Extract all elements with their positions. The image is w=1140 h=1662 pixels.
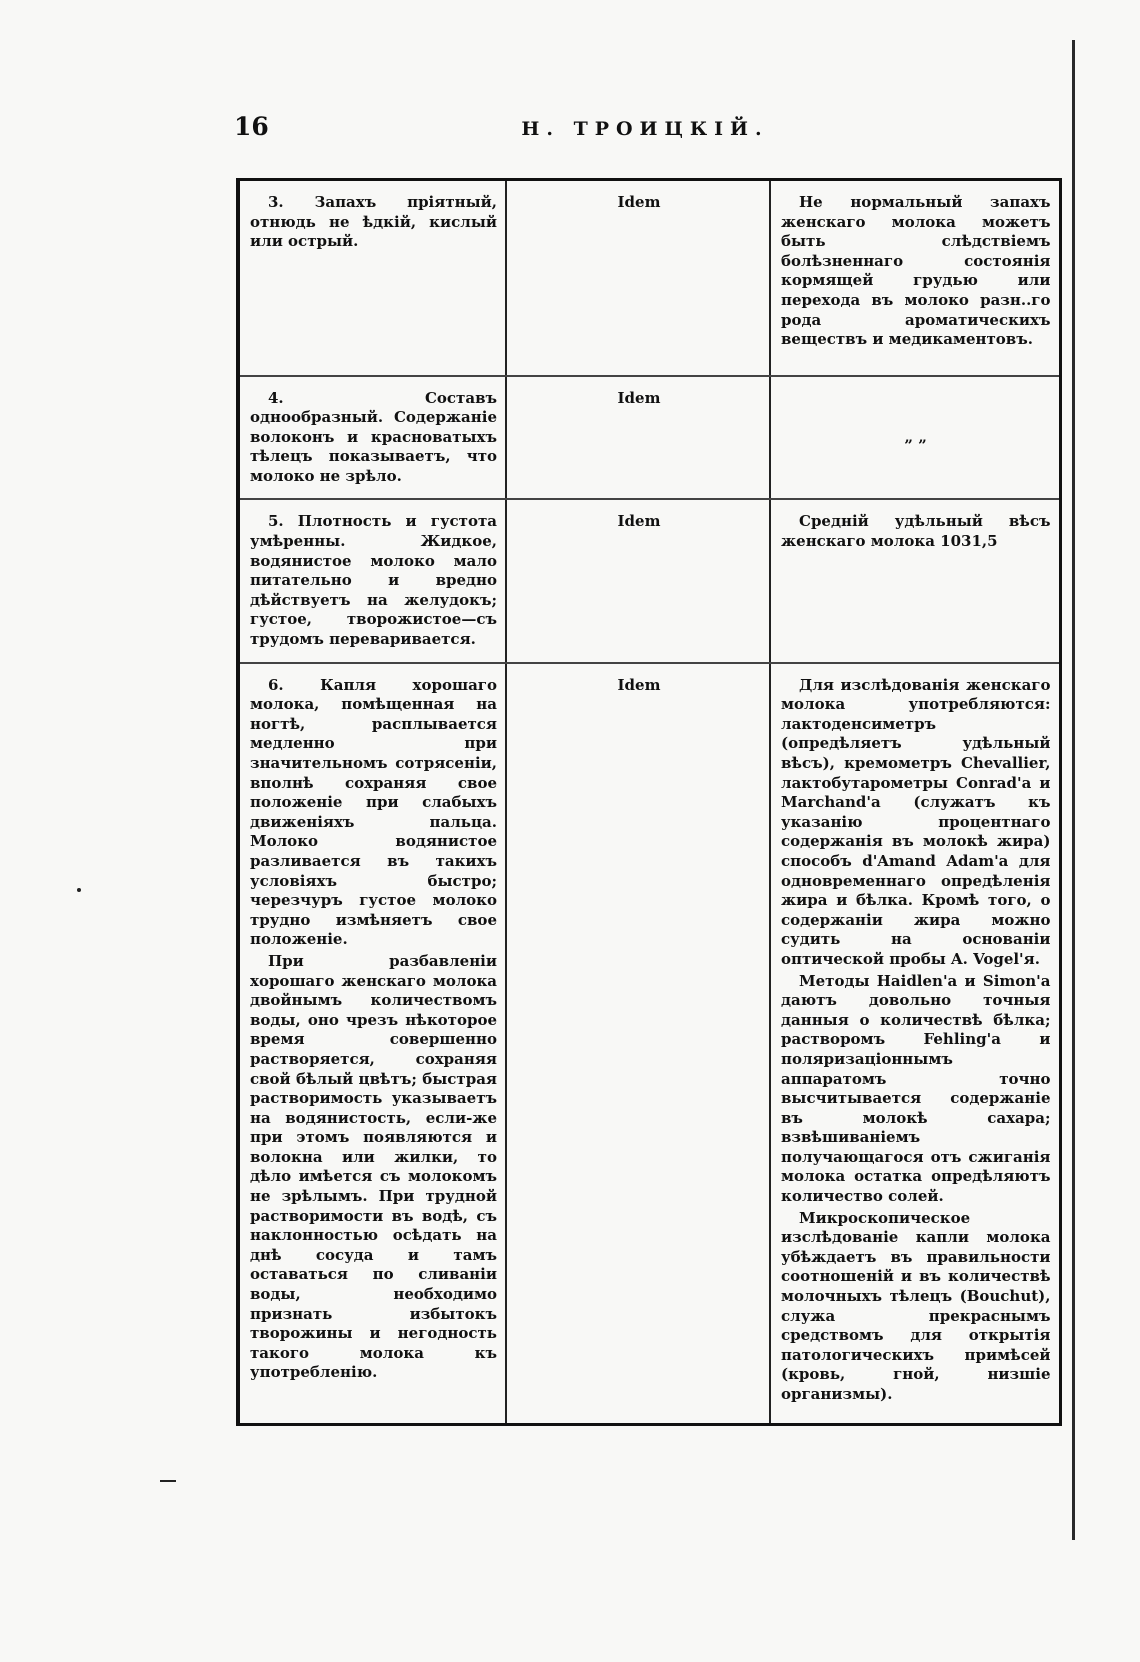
row-4-criterion-cell [238, 376, 506, 500]
row-6-criterion-text-1: 6. Капля хорошаго молока, помѣщенная на ногтѣ, расплывается медленно при значительномъ сотрясеніи, вполнѣ сохраняя свое положеніе при слабыхъ движеніяхъ пальца. Молоко водянистое разливается въ такихъ условіяхъ быстро; черезчуръ густое молоко трудно измѣняетъ свое положеніе. [250, 675, 497, 949]
table-row-6 [238, 663, 1060, 1425]
row-6-note-text-1: Для изслѣдованія женскаго молока употребляются: лактоденсиметръ (опредѣляетъ удѣльный вѣсъ), кремометръ Chevallier, лактобутарометры Conrad'а и Marchand'а (служатъ къ указанію процентнаго содержанія въ молокѣ жира) способъ d'Amand Adam'а для одновременнаго опредѣленія жира и бѣлка. Кромѣ того, о содержаніи жира можно судить на основаніи оптической пробы A. Vogel'я. [781, 675, 1051, 968]
table-row-3 [238, 180, 1060, 376]
running-title: Н. ТРОИЦКІЙ. [521, 118, 769, 140]
table-row-5 [238, 499, 1060, 662]
row-6-note-cell [770, 663, 1060, 1425]
stray-dot [77, 888, 81, 892]
row-3-note-text: Не нормальный запахъ женскаго молока можетъ быть слѣдствіемъ болѣзненнаго состоянія кормящей грудью или перехода въ молоко разн..го рода ароматическихъ веществъ и медикаментовъ. [781, 193, 1051, 349]
row-5-criterion-text: 5. Плотность и густота умѣренны. Жидкое, водянистое молоко мало питательно и вредно дѣйствуетъ на желудокъ; густое, творожистое—съ трудомъ переваривается. [250, 512, 497, 649]
row-3-idem-text: Idem [617, 193, 661, 211]
comparison-table [236, 178, 1062, 1426]
row-5-criterion-cell [238, 499, 506, 662]
page-header [230, 112, 1060, 152]
row-3-criterion-text: 3. Запахъ пріятный, отнюдь не ѣдкій, кислый или острый. [250, 193, 497, 251]
table-row-4 [238, 376, 1060, 500]
row-4-idem-text: Idem [617, 388, 661, 407]
row-6-note-text-2: Методы Haidlen'а и Simon'а даютъ довольно точныя данныя о количествѣ бѣлка; растворомъ Fehling'а и поляризаціоннымъ аппаратомъ точно высчитывается содержаніе въ молокѣ сахара; взвѣшиваніемъ получающагося отъ сжиганія молока остатка опредѣляютъ количество солей. [781, 971, 1051, 1206]
row-6-idem-cell [506, 663, 770, 1425]
row-4-ditto-marks: „ „ [904, 427, 927, 446]
row-6-criterion-text-2: При разбавленіи хорошаго женскаго молока двойнымъ количествомъ воды, оно чрезъ нѣкоторое время совершенно растворяется, сохраняя свой бѣлый цвѣтъ; быстрая растворимость указываетъ на водянистость, если-же при этомъ появляются и волокна или жилки, то дѣло имѣется съ молокомъ не зрѣлымъ. При трудной растворимости въ водѣ, съ наклонностью осѣдать на днѣ сосуда и тамъ оставаться по сливаніи воды, необходимо признать избытокъ творожины и негодность такого молока къ употребленію. [250, 951, 497, 1382]
row-3-note-cell [770, 180, 1060, 376]
row-5-idem-text: Idem [617, 512, 661, 531]
row-3-idem-cell [506, 180, 770, 376]
row-6-idem-text: Idem [617, 675, 661, 694]
page-number: 16 [234, 112, 269, 141]
row-5-note-cell [770, 499, 1060, 662]
row-5-note-text: Средній удѣльный вѣсъ женскаго молока 1031,5 [781, 512, 1051, 551]
row-5-idem-cell [506, 499, 770, 662]
row-6-criterion-cell [238, 663, 506, 1425]
page-edge-line [1072, 40, 1075, 1540]
stray-dash [160, 1480, 176, 1482]
row-4-idem-cell [506, 376, 770, 500]
row-4-criterion-text: 4. Составъ однообразный. Содержаніе волоконъ и красноватыхъ тѣлецъ показываетъ, что молоко не зрѣло. [250, 388, 497, 485]
row-6-note-text-3: Микроскопическое изслѣдованіе капли молока убѣждаетъ въ правильности соотношеній и въ количествѣ молочныхъ тѣлецъ (Bouchut), служа прекраснымъ средствомъ для открытія патологическихъ примѣсей (кровь, гной, низшіе организмы). [781, 1208, 1051, 1403]
row-3-criterion-cell [238, 180, 506, 376]
row-4-note-cell [770, 376, 1060, 500]
